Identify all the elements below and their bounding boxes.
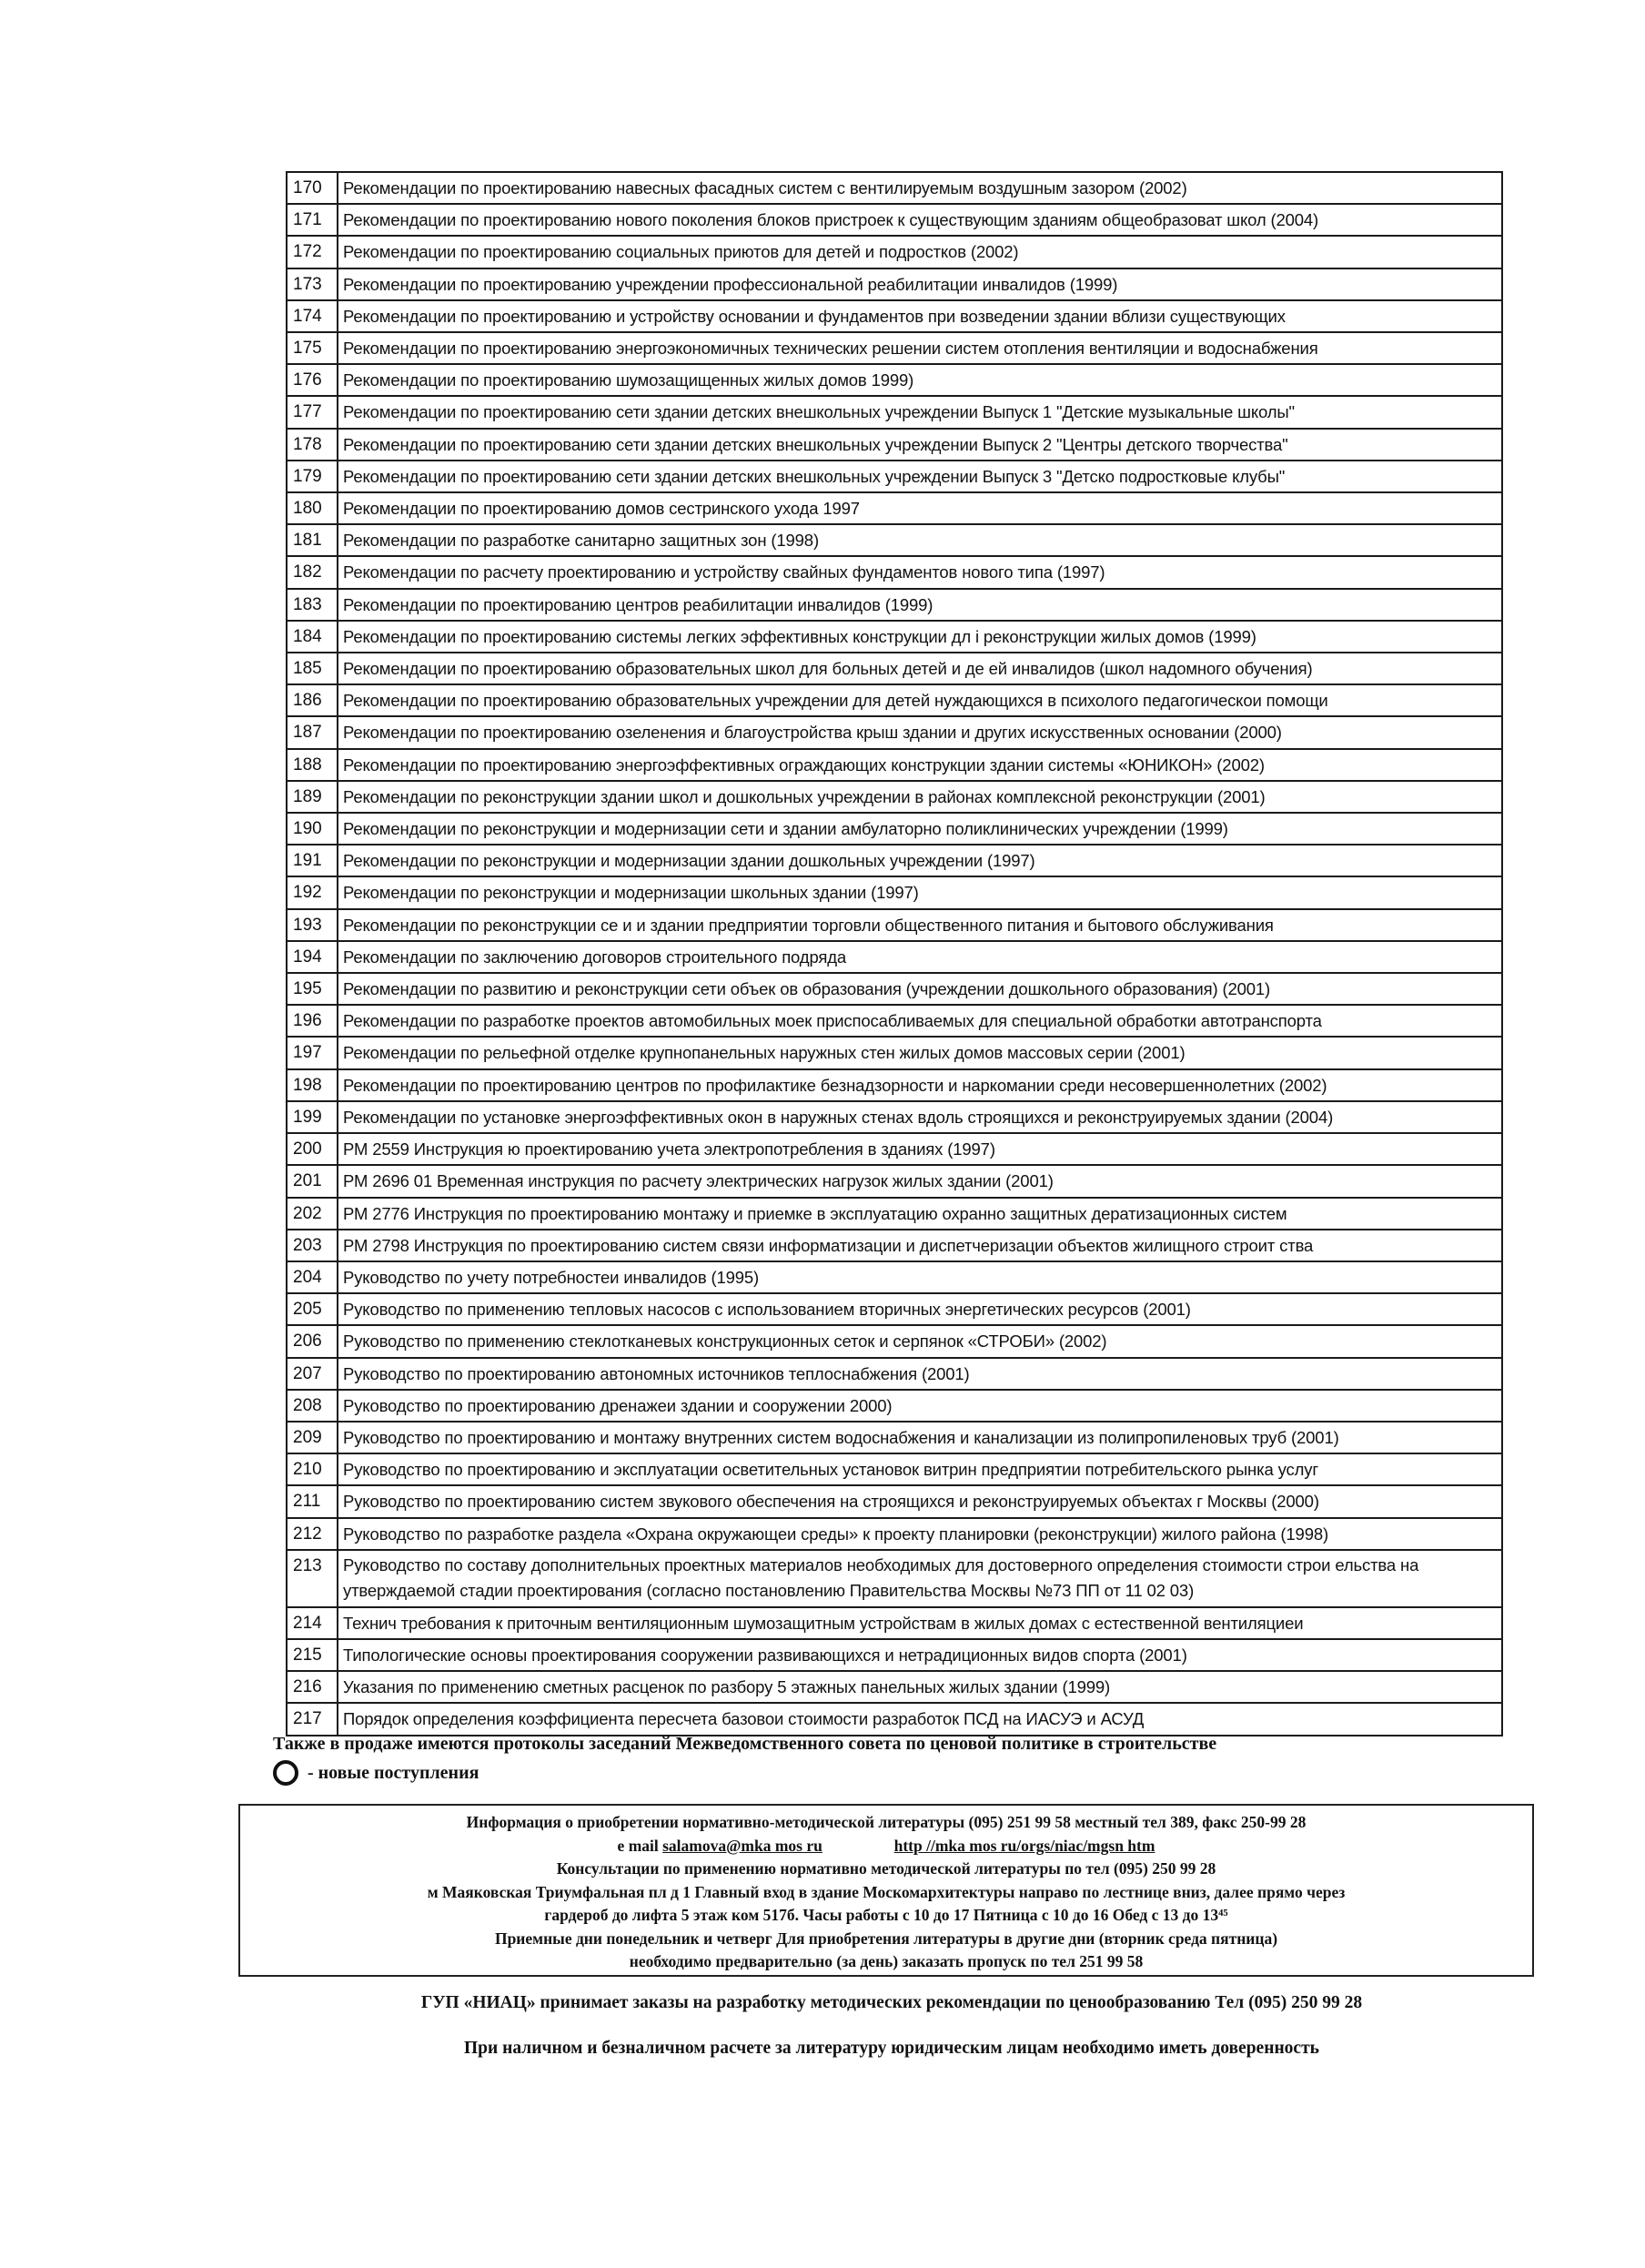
email-label: e mail	[617, 1836, 659, 1855]
row-number: 203	[287, 1230, 338, 1261]
row-number: 182	[287, 556, 338, 588]
row-number: 189	[287, 781, 338, 813]
table-row	[287, 204, 1502, 236]
row-number: 207	[287, 1358, 338, 1390]
row-number: 181	[287, 524, 338, 556]
row-title: Руководство по применению тепловых насосов с использованием вторичных энергетических ресурсов (2001)	[338, 1293, 1502, 1325]
info-line-address: м Маяковская Триумфальная пл д 1 Главный вход в здание Москомархитектуры направо по лестнице вниз, далее прямо через	[427, 1882, 1346, 1901]
table-row	[287, 1671, 1502, 1703]
publications-table-body	[287, 172, 1502, 1736]
row-title: Рекомендации по заключению договоров строительного подряда	[338, 941, 1502, 973]
table-row	[287, 268, 1502, 300]
email-link[interactable]: salamova@mka mos ru	[662, 1836, 822, 1855]
row-number: 205	[287, 1293, 338, 1325]
info-box-border-right	[1532, 1806, 1534, 1975]
row-title: РМ 2776 Инструкция по проектированию монтажу и приемке в эксплуатацию охранно защитных дератизационных систем	[338, 1198, 1502, 1230]
table-row	[287, 653, 1502, 684]
row-title: Рекомендации по проектированию и устройству основании и фундаментов при возведении здании вблизи существующих	[338, 300, 1502, 332]
row-title: Рекомендации по расчету проектированию и устройству свайных фундаментов нового типа (1997)	[338, 556, 1502, 588]
table-row	[287, 909, 1502, 941]
footer-power-of-attorney: При наличном и безналичном расчете за литературу юридическим лицам необходимо иметь доверенность	[464, 2039, 1319, 2058]
row-number: 209	[287, 1422, 338, 1453]
row-number: 192	[287, 876, 338, 908]
row-title: Рекомендации по реконструкции и модернизации здании дошкольных учреждении (1997)	[338, 845, 1502, 876]
info-line-pass: необходимо предварительно (за день) заказать пропуск по тел 251 99 58	[629, 1952, 1144, 1970]
row-title: Руководство по разработке раздела «Охрана окружающеи среды» к проекту планировки (реконструкции) жилого района (1998)	[338, 1518, 1502, 1550]
info-line-consultations: Консультации по применению нормативно методической литературы по тел (095) 250 99 28	[556, 1859, 1216, 1878]
row-title: Рекомендации по разработке проектов автомобильных моек приспосабливаемых для специальной обработки автотранспорта	[338, 1005, 1502, 1037]
row-number: 217	[287, 1703, 338, 1735]
table-row	[287, 332, 1502, 364]
row-number: 199	[287, 1101, 338, 1133]
table-row	[287, 781, 1502, 813]
table-row	[287, 1261, 1502, 1293]
table-row	[287, 621, 1502, 653]
table-row	[287, 845, 1502, 876]
table-row	[287, 396, 1502, 428]
row-number: 170	[287, 172, 338, 204]
table-row	[287, 589, 1502, 621]
row-title: Рекомендации по проектированию нового поколения блоков пристроек к существующим зданиям общеобразоват школ (2004)	[338, 204, 1502, 236]
row-title: Рекомендации по проектированию домов сестринского ухода 1997	[338, 492, 1502, 524]
row-title: Рекомендации по проектированию навесных фасадных систем с вентилируемым воздушным зазором (2002)	[338, 172, 1502, 204]
row-number: 179	[287, 461, 338, 492]
info-line-contacts	[238, 1835, 1534, 1858]
row-title: Рекомендации по рельефной отделке крупнопанельных наружных стен жилых домов массовых серии (2001)	[338, 1037, 1502, 1068]
protocols-note	[273, 1731, 1529, 1757]
info-line-reception-days: Приемные дни понедельник и четверг Для приобретения литературы в другие дни (вторник среда пятница)	[494, 1929, 1278, 1948]
table-row	[287, 1230, 1502, 1261]
table-row	[287, 684, 1502, 716]
table-row	[287, 461, 1502, 492]
row-title: Рекомендации по проектированию системы легких эффективных конструкции дл і реконструкции жилых домов (1999)	[338, 621, 1502, 653]
row-number: 200	[287, 1133, 338, 1165]
row-number: 210	[287, 1453, 338, 1485]
row-number: 213	[287, 1550, 338, 1607]
row-number: 183	[287, 589, 338, 621]
table-row	[287, 1453, 1502, 1485]
circle-marker-icon	[273, 1760, 298, 1786]
row-title: Рекомендации по проектированию учреждении профессиональной реабилитации инвалидов (1999)	[338, 268, 1502, 300]
row-title: РМ 2696 01 Временная инструкция по расчету электрических нагрузок жилых здании (2001)	[338, 1165, 1502, 1197]
table-row	[287, 1422, 1502, 1453]
table-row	[287, 973, 1502, 1005]
row-title: Рекомендации по проектированию образовательных школ для больных детей и де ей инвалидов (школ надомного обучения)	[338, 653, 1502, 684]
table-row	[287, 1133, 1502, 1165]
row-title: Руководство по проектированию и эксплуатации осветительных установок витрин предприятии потребительского рынка услуг	[338, 1453, 1502, 1485]
table-row	[287, 1198, 1502, 1230]
row-number: 174	[287, 300, 338, 332]
row-number: 211	[287, 1485, 338, 1517]
table-row	[287, 876, 1502, 908]
row-number: 197	[287, 1037, 338, 1068]
row-number: 215	[287, 1639, 338, 1671]
table-row	[287, 1293, 1502, 1325]
table-row	[287, 492, 1502, 524]
row-number: 193	[287, 909, 338, 941]
table-row	[287, 429, 1502, 461]
purchase-info-box	[238, 1804, 1534, 1977]
row-number: 201	[287, 1165, 338, 1197]
row-title: Рекомендации по проектированию центров реабилитации инвалидов (1999)	[338, 589, 1502, 621]
footer-niac-orders: ГУП «НИАЦ» принимает заказы на разработку методических рекомендации по ценообразованию Тел (095) 250 99 28	[420, 1993, 1363, 2012]
row-title: Рекомендации по реконструкции и модернизации сети и здании амбулаторно поликлинических учреждении (1999)	[338, 813, 1502, 845]
table-row	[287, 364, 1502, 396]
table-row	[287, 1005, 1502, 1037]
row-title: Руководство по применению стеклотканевых конструкционных сеток и серпянок «СТРОБИ» (2002)	[338, 1325, 1502, 1357]
row-title: Рекомендации по проектированию образовательных учреждении для детей нуждающихся в психолого педагогическои помощи	[338, 684, 1502, 716]
row-title: Технич требования к приточным вентиляционным шумозащитным устройствам в жилых домах с естественной вентиляциеи	[338, 1607, 1502, 1639]
row-number: 186	[287, 684, 338, 716]
row-title: Руководство по проектированию систем звукового обеспечения на строящихся и реконструируемых объектах г Москвы (2000)	[338, 1485, 1502, 1517]
table-row	[287, 1639, 1502, 1671]
new-items-legend-label: - новые поступления	[308, 1763, 479, 1783]
row-number: 180	[287, 492, 338, 524]
table-row	[287, 749, 1502, 781]
table-row	[287, 1325, 1502, 1357]
new-items-legend	[273, 1760, 479, 1786]
row-title: Рекомендации по проектированию сети здании детских внешкольных учреждении Выпуск 2 "Центры детского творчества"	[338, 429, 1502, 461]
row-title: Рекомендации по проектированию центров по профилактике безнадзорности и наркомании среди несовершеннолетних (2002)	[338, 1069, 1502, 1101]
row-number: 171	[287, 204, 338, 236]
row-number: 216	[287, 1671, 338, 1703]
row-title: Рекомендации по реконструкции се и и здании предприятии торговли общественного питания и бытового обслуживания	[338, 909, 1502, 941]
row-number: 214	[287, 1607, 338, 1639]
row-number: 190	[287, 813, 338, 845]
row-title: Рекомендации по проектированию социальных приютов для детей и подростков (2002)	[338, 236, 1502, 268]
table-row	[287, 236, 1502, 268]
table-row	[287, 1358, 1502, 1390]
website-link[interactable]: http //mka mos ru/orgs/niac/mgsn htm	[893, 1836, 1156, 1855]
row-number: 172	[287, 236, 338, 268]
table-row	[287, 1607, 1502, 1639]
row-title: Руководство по учету потребностеи инвалидов (1995)	[338, 1261, 1502, 1293]
row-title: Рекомендации по реконструкции здании школ и дошкольных учреждении в районах комплексной реконструкции (2001)	[338, 781, 1502, 813]
row-number: 176	[287, 364, 338, 396]
row-number: 204	[287, 1261, 338, 1293]
table-row	[287, 1550, 1502, 1607]
row-number: 212	[287, 1518, 338, 1550]
publications-table	[286, 171, 1503, 1736]
table-row	[287, 172, 1502, 204]
row-title: Руководство по проектированию и монтажу внутренних систем водоснабжения и канализации из полипропиленовых труб (2001)	[338, 1422, 1502, 1453]
info-line-phones: Информация о приобретении нормативно-методической литературы (095) 251 99 58 местный тел 389, факс 250-99 28	[466, 1813, 1307, 1831]
table-row	[287, 1390, 1502, 1422]
info-line-hours: гардероб до лифта 5 этаж ком 517б. Часы работы с 10 до 17 Пятница с 10 до 16 Обед с 13 до 13⁴⁵	[544, 1906, 1228, 1924]
row-title: Рекомендации по проектированию шумозащищенных жилых домов 1999)	[338, 364, 1502, 396]
row-title: Рекомендации по проектированию озеленения и благоустройства крыш здании и других искусственных основании (2000)	[338, 716, 1502, 748]
table-row	[287, 1518, 1502, 1550]
row-number: 173	[287, 268, 338, 300]
row-number: 196	[287, 1005, 338, 1037]
table-row	[287, 1069, 1502, 1101]
row-number: 198	[287, 1069, 338, 1101]
table-row	[287, 556, 1502, 588]
row-number: 185	[287, 653, 338, 684]
row-number: 194	[287, 941, 338, 973]
row-title: РМ 2798 Инструкция по проектированию систем связи информатизации и диспетчеризации объектов жилищного строит ства	[338, 1230, 1502, 1261]
row-title: Рекомендации по проектированию энергоэффективных ограждающих конструкции здании системы «ЮНИКОН» (2002)	[338, 749, 1502, 781]
row-number: 177	[287, 396, 338, 428]
row-title: Рекомендации по разработке санитарно защитных зон (1998)	[338, 524, 1502, 556]
row-title: Рекомендации по реконструкции и модернизации школьных здании (1997)	[338, 876, 1502, 908]
row-title: Рекомендации по проектированию энергоэкономичных технических решении систем отопления вентиляции и водоснабжения	[338, 332, 1502, 364]
table-row	[287, 300, 1502, 332]
row-number: 187	[287, 716, 338, 748]
table-row	[287, 813, 1502, 845]
info-box-border-left	[238, 1806, 240, 1975]
row-number: 175	[287, 332, 338, 364]
row-title: РМ 2559 Инструкция ю проектированию учета электропотребления в зданиях (1997)	[338, 1133, 1502, 1165]
row-number: 202	[287, 1198, 338, 1230]
table-row	[287, 1037, 1502, 1068]
table-row	[287, 524, 1502, 556]
row-title: Руководство по проектированию дренажеи здании и сооружении 2000)	[338, 1390, 1502, 1422]
table-row	[287, 716, 1502, 748]
row-number: 188	[287, 749, 338, 781]
row-number: 208	[287, 1390, 338, 1422]
table-row	[287, 1101, 1502, 1133]
row-number: 184	[287, 621, 338, 653]
row-number: 178	[287, 429, 338, 461]
row-title: Рекомендации по установке энергоэффективных окон в наружных стенах вдоль строящихся и реконструируемых здании (2004)	[338, 1101, 1502, 1133]
row-number: 195	[287, 973, 338, 1005]
row-title: Рекомендации по развитию и реконструкции сети объек ов образования (учреждении дошкольного образования) (2001)	[338, 973, 1502, 1005]
row-title: Рекомендации по проектированию сети здании детских внешкольных учреждении Выпуск 1 "Детские музыкальные школы"	[338, 396, 1502, 428]
row-title: Рекомендации по проектированию сети здании детских внешкольных учреждении Выпуск 3 "Детско подростковые клубы"	[338, 461, 1502, 492]
row-number: 206	[287, 1325, 338, 1357]
table-row	[287, 941, 1502, 973]
row-title: Указания по применению сметных расценок по разбору 5 этажных панельных жилых здании (1999)	[338, 1671, 1502, 1703]
row-title: Типологические основы проектирования сооружении развивающихся и нетрадиционных видов спорта (2001)	[338, 1639, 1502, 1671]
table-row	[287, 1165, 1502, 1197]
row-title: Руководство по проектированию автономных источников теплоснабжения (2001)	[338, 1358, 1502, 1390]
table-row	[287, 1485, 1502, 1517]
row-title: Порядок определения коэффициента пересчета базовои стоимости разработок ПСД на ИАСУЭ и АСУД	[338, 1703, 1502, 1735]
row-number: 191	[287, 845, 338, 876]
row-title: Руководство по составу дополнительных проектных материалов необходимых для достоверного определения стоимости строи ельства на утверждаемой стадии проектирования (согласно постановлению Правительства Москвы №73 ПП от 11 02 03)	[338, 1550, 1502, 1607]
protocols-note-text: Также в продаже имеются протоколы заседаний Межведомственного совета по ценовой политике в строительстве	[273, 1734, 1217, 1754]
